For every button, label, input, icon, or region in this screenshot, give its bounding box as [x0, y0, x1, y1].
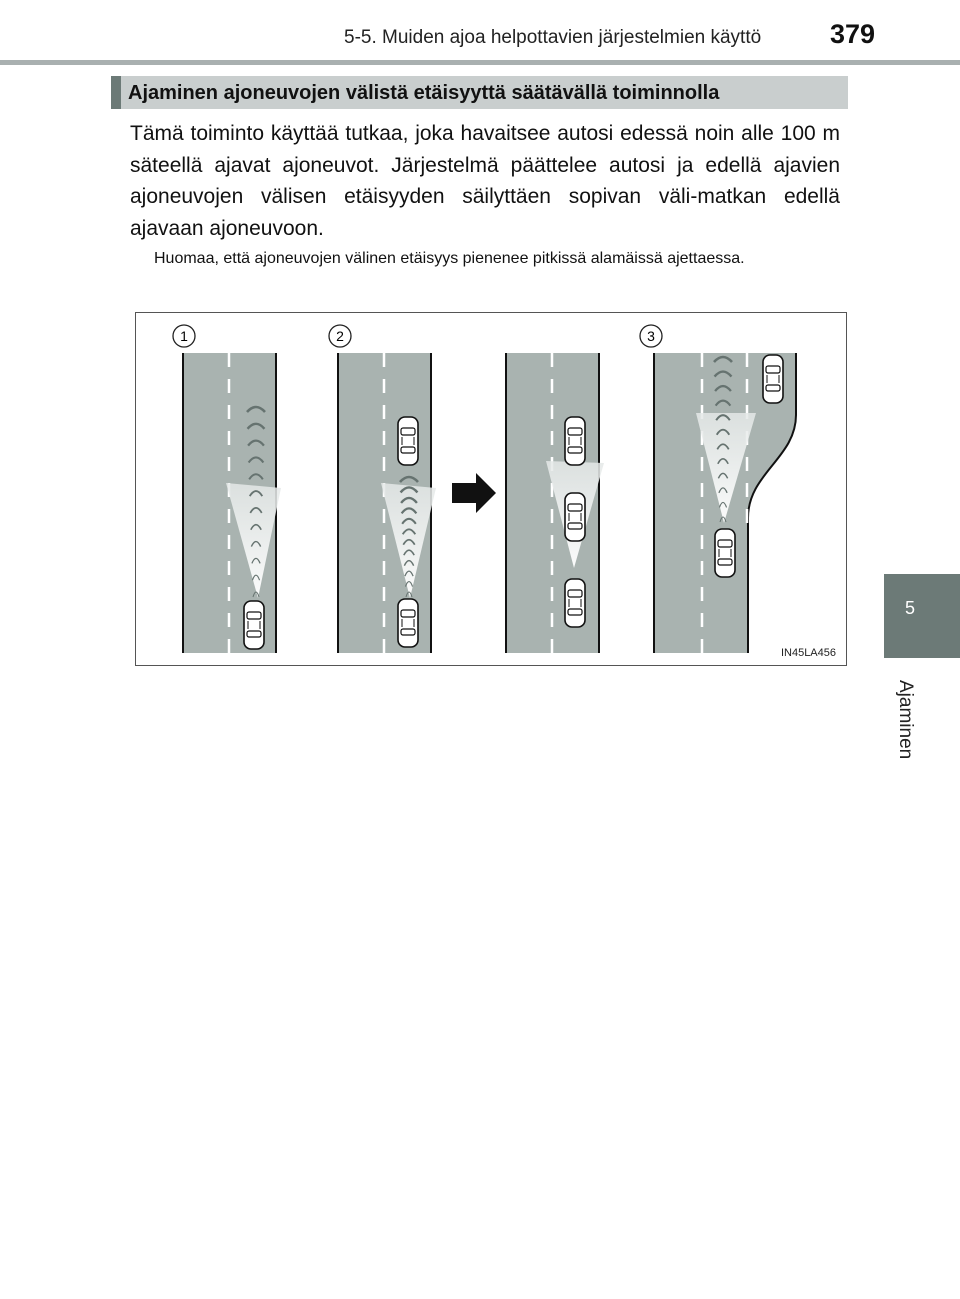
marker-3 [640, 325, 662, 347]
chapter-tab [884, 574, 960, 658]
note-text: Huomaa, että ajoneuvojen välinen etäisyys pienenee pitkissä alamäissä ajettaessa. [154, 250, 745, 267]
car-icon [398, 417, 418, 465]
car-icon [398, 599, 418, 647]
marker-1-label: 1 [180, 328, 188, 344]
marker-2-label: 2 [336, 328, 344, 344]
car-icon [565, 493, 585, 541]
figure-code: IN45LA456 [780, 647, 836, 659]
page-number: 379 [830, 19, 876, 49]
section-title: Ajaminen ajoneuvojen välistä etäisyyttä säätävällä toiminnolla [128, 82, 720, 104]
header-rule [0, 60, 960, 65]
marker-3-label: 3 [647, 328, 655, 344]
car-icon [565, 579, 585, 627]
chapter-label [876, 680, 936, 780]
marker-2 [329, 325, 351, 347]
car-icon [244, 601, 264, 649]
illustration-figure [135, 312, 847, 666]
car-icon [715, 529, 735, 577]
car-icon [565, 417, 585, 465]
chapter-label-text: Ajaminen [895, 680, 916, 760]
header-section-title: 5-5. Muiden ajoa helpottavien järjestelmien käyttö [344, 27, 762, 48]
chapter-number: 5 [904, 598, 915, 618]
illustration-svg [136, 313, 848, 667]
car-icon [763, 355, 783, 403]
arrow-icon [452, 473, 496, 513]
marker-1 [173, 325, 195, 347]
body-paragraph: Tämä toiminto käyttää tutkaa, joka havaitsee autosi edessä noin alle 100 m säteellä ajavat ajoneuvot. Järjestelmä päättelee autosi ja edellä ajavien ajoneuvojen välisen etäisyyden säilyttäen sopivan väli-matkan edellä ajavaan ajoneuvoon. [130, 122, 840, 240]
